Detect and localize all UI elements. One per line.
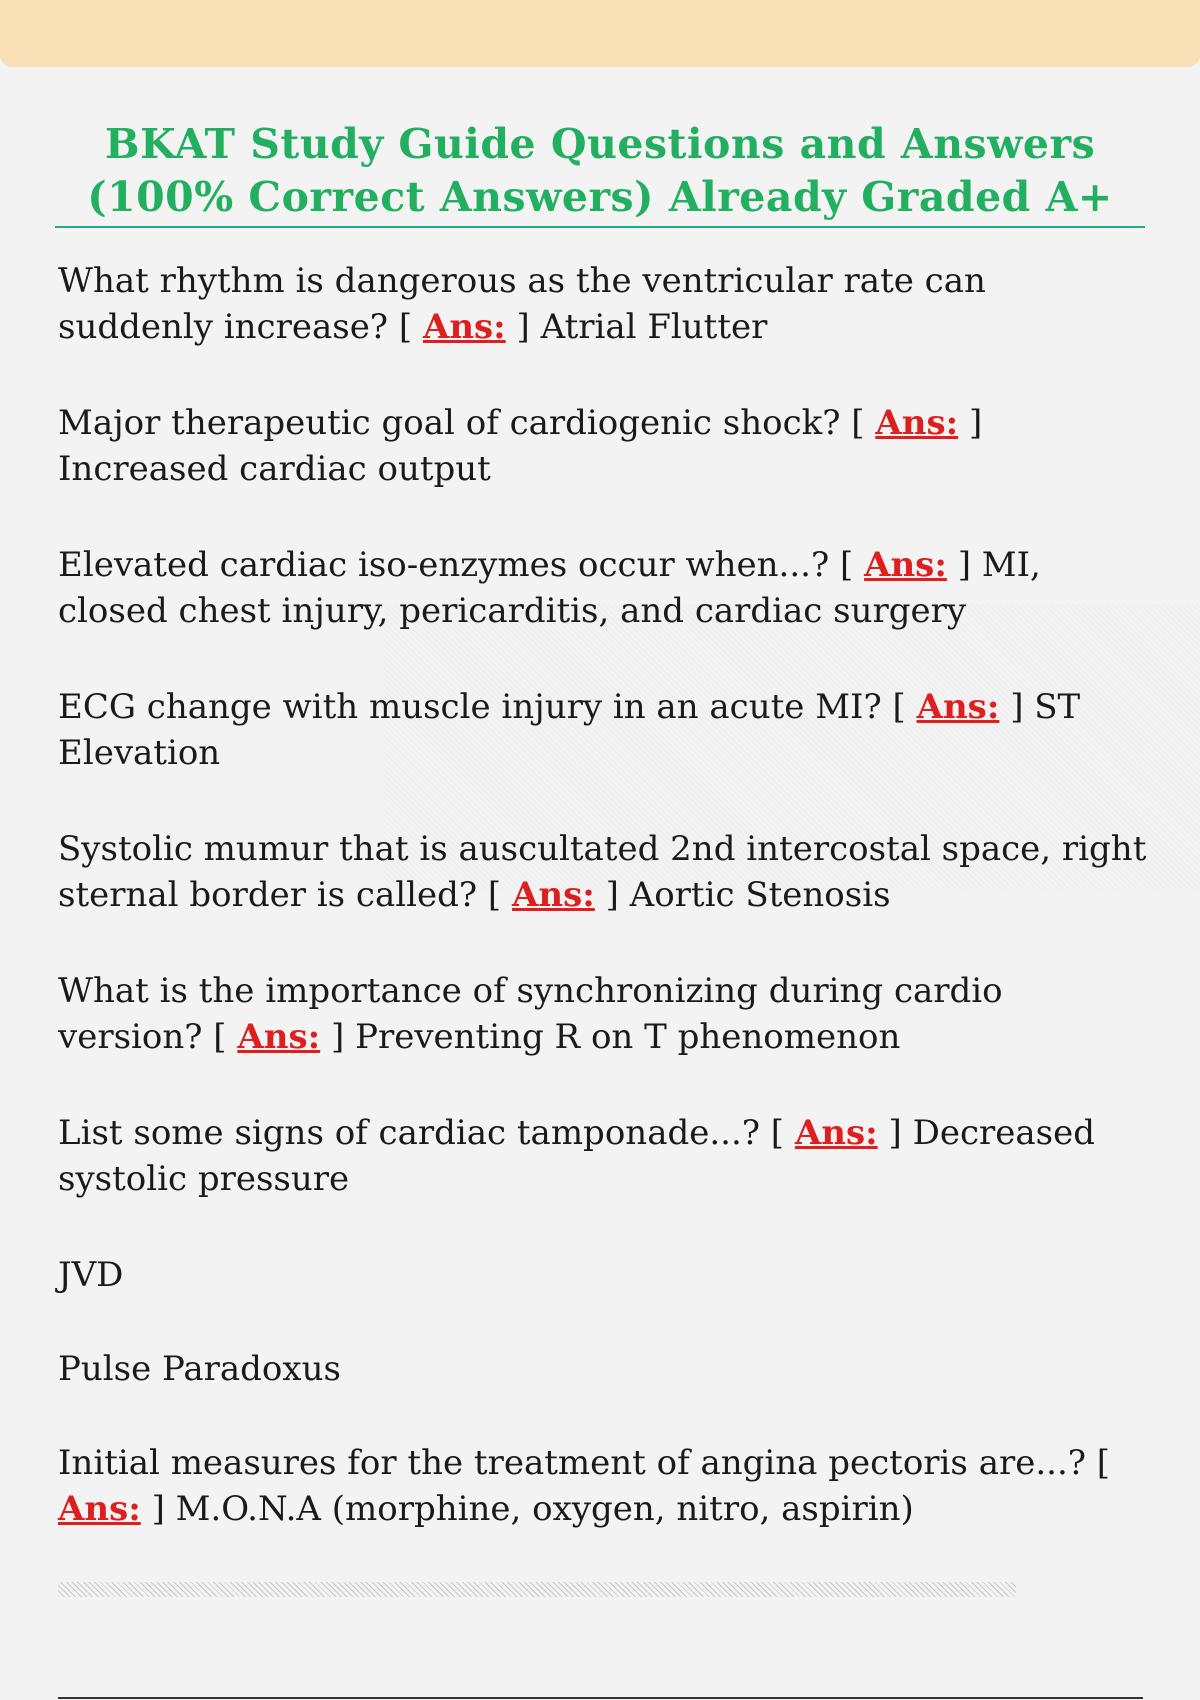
hatched-divider: [58, 1582, 1016, 1597]
answer-text: ] MI, closed chest injury, pericarditis, and cardiac surgery: [58, 545, 1041, 631]
answer-text: ] Preventing R on T phenomenon: [331, 1017, 901, 1057]
answer-text: ] Aortic Stenosis: [605, 875, 891, 915]
header-band: [0, 0, 1200, 67]
answer-text: ] Increased cardiac output: [58, 403, 983, 489]
answer-label: Ans:: [511, 875, 595, 915]
answer-text: ] Atrial Flutter: [516, 307, 768, 347]
question-text: What is the importance of synchronizing during cardio version? [: [58, 971, 1003, 1057]
qa-item: [58, 400, 1148, 492]
answer-continuation-line: Pulse Paradoxus: [58, 1349, 341, 1389]
answer-text: ] ST Elevation: [58, 687, 1081, 773]
footer-rule: [58, 1697, 1143, 1699]
title-line-1: BKAT Study Guide Questions and Answers: [104, 120, 1096, 168]
answer-label: Ans:: [875, 403, 959, 443]
question-text: Systolic mumur that is auscultated 2nd intercostal space, right sternal border is called? [: [58, 829, 1147, 915]
question-text: Elevated cardiac iso-enzymes occur when...? [: [58, 545, 854, 585]
answer-label: Ans:: [916, 687, 1000, 727]
question-text: List some signs of cardiac tamponade...? [: [58, 1113, 785, 1153]
answer-label: Ans:: [422, 307, 506, 347]
qa-item: [58, 258, 1148, 350]
question-text: Initial measures for the treatment of angina pectoris are...? [: [58, 1443, 1111, 1483]
answer-label: Ans:: [794, 1113, 878, 1153]
question-text: ECG change with muscle injury in an acute MI? [: [58, 687, 906, 727]
qa-item: [58, 968, 1148, 1060]
answer-text: ] Decreased systolic pressure: [58, 1113, 1095, 1199]
qa-list: [58, 258, 1148, 1582]
question-text: Major therapeutic goal of cardiogenic shock? [: [58, 403, 865, 443]
qa-item: [58, 684, 1148, 776]
answer-label: Ans:: [237, 1017, 321, 1057]
answer-text: ] M.O.N.A (morphine, oxygen, nitro, aspirin): [151, 1489, 914, 1529]
qa-item: [58, 542, 1148, 634]
answer-label: Ans:: [58, 1489, 141, 1529]
qa-item: [58, 826, 1148, 918]
title-line-2: (100% Correct Answers) Already Graded A+: [87, 173, 1113, 221]
qa-item: [58, 1440, 1148, 1532]
answer-continuation-line: JVD: [58, 1255, 124, 1295]
answer-label: Ans:: [864, 545, 947, 585]
document-title: [55, 118, 1145, 228]
question-text: What rhythm is dangerous as the ventricular rate can suddenly increase? [: [58, 261, 986, 347]
qa-item: [58, 1110, 1148, 1202]
